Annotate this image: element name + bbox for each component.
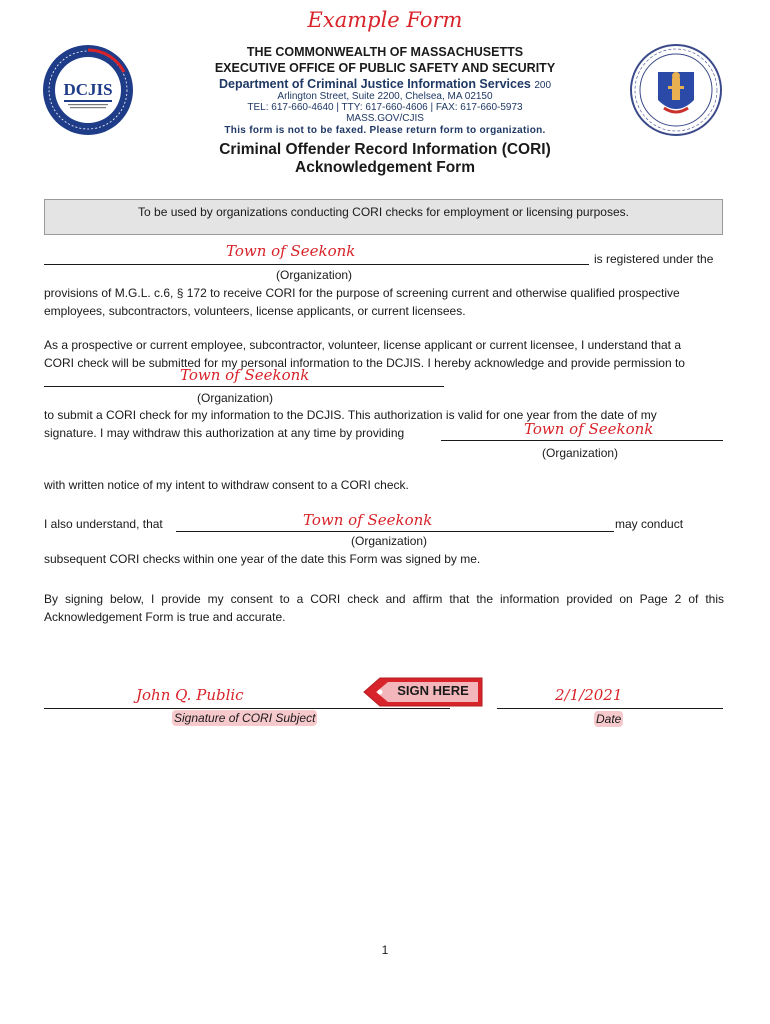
header-department-name: Department of Criminal Justice Information Services — [218, 77, 531, 91]
header-phones: TEL: 617-660-4640 | TTY: 617-660-4606 | FAX: 617-660-5973 — [247, 102, 523, 113]
organization-value-3: Town of Seekonk — [524, 420, 654, 438]
organization-value-2: Town of Seekonk — [180, 366, 310, 384]
organization-label-1: (Organization) — [276, 268, 353, 282]
header-fax-notice: This form is not to be faxed. Please return form to organization. — [224, 125, 546, 136]
organization-label-2: (Organization) — [197, 391, 274, 405]
massachusetts-seal-logo — [628, 42, 724, 138]
header-commonwealth: THE COMMONWEALTH OF MASSACHUSETTS — [246, 45, 524, 59]
para2-line3: to submit a CORI check for my information to the DCJIS. This authorization is valid for one year from the date of my — [44, 408, 657, 422]
form-title-line2: Acknowledgement Form — [295, 159, 475, 176]
registered-text: is registered under the — [594, 252, 714, 266]
organization-value-1: Town of Seekonk — [226, 242, 356, 260]
header-executive-office: EXECUTIVE OFFICE OF PUBLIC SAFETY AND SECURITY — [214, 61, 556, 75]
signature-label: Signature of CORI Subject — [174, 711, 316, 725]
header-department — [160, 77, 610, 91]
para2-line4: signature. I may withdraw this authorization at any time by providing — [44, 426, 405, 440]
organization-label-3: (Organization) — [542, 446, 619, 460]
para3-trail: may conduct — [615, 517, 684, 531]
para2-line1: As a prospective or current employee, subcontractor, volunteer, license applicant or current licensee, I understand that a — [44, 338, 682, 352]
example-form-title: Example Form — [307, 8, 463, 32]
para2-line5: with written notice of my intent to withdraw consent to a CORI check. — [44, 478, 409, 492]
purpose-box: To be used by organizations conducting CORI checks for employment or licensing purposes. — [44, 199, 723, 235]
para2-line2: CORI check will be submitted for my personal information to the DCJIS. I hereby acknowledge and provide permission to — [44, 356, 685, 370]
sign-here-label: SIGN HERE — [397, 683, 469, 698]
header-address: Arlington Street, Suite 2200, Chelsea, MA 02150 — [277, 91, 493, 102]
organization-value-4: Town of Seekonk — [303, 511, 433, 529]
form-title-line1: Criminal Offender Record Information (CORI) — [219, 141, 551, 158]
date-label: Date — [596, 712, 622, 726]
dcjis-logo-text: DCJIS — [63, 80, 113, 99]
header-website: MASS.GOV/CJIS — [346, 113, 424, 124]
date-value: 2/1/2021 — [555, 686, 623, 704]
para1-line2: provisions of M.G.L. c.6, § 172 to receive CORI for the purpose of screening current and otherwise qualified prospective — [44, 286, 680, 300]
para3-line2: subsequent CORI checks within one year of the date this Form was signed by me. — [44, 552, 481, 566]
para4-line2: Acknowledgement Form is true and accurate. — [44, 610, 286, 624]
para1-line3: employees, subcontractors, volunteers, license applicants, or current licensees. — [44, 304, 466, 318]
para4-line1: By signing below, I provide my consent to a CORI check and affirm that the information provided on Page 2 of this — [44, 592, 724, 606]
header-department-suffix: 200 — [534, 80, 552, 91]
para3-lead: I also understand, that — [44, 517, 163, 531]
signature-value: John Q. Public — [136, 686, 244, 704]
dcjis-seal-logo — [40, 42, 136, 138]
page-number: 1 — [381, 943, 389, 957]
organization-label-4: (Organization) — [351, 534, 428, 548]
